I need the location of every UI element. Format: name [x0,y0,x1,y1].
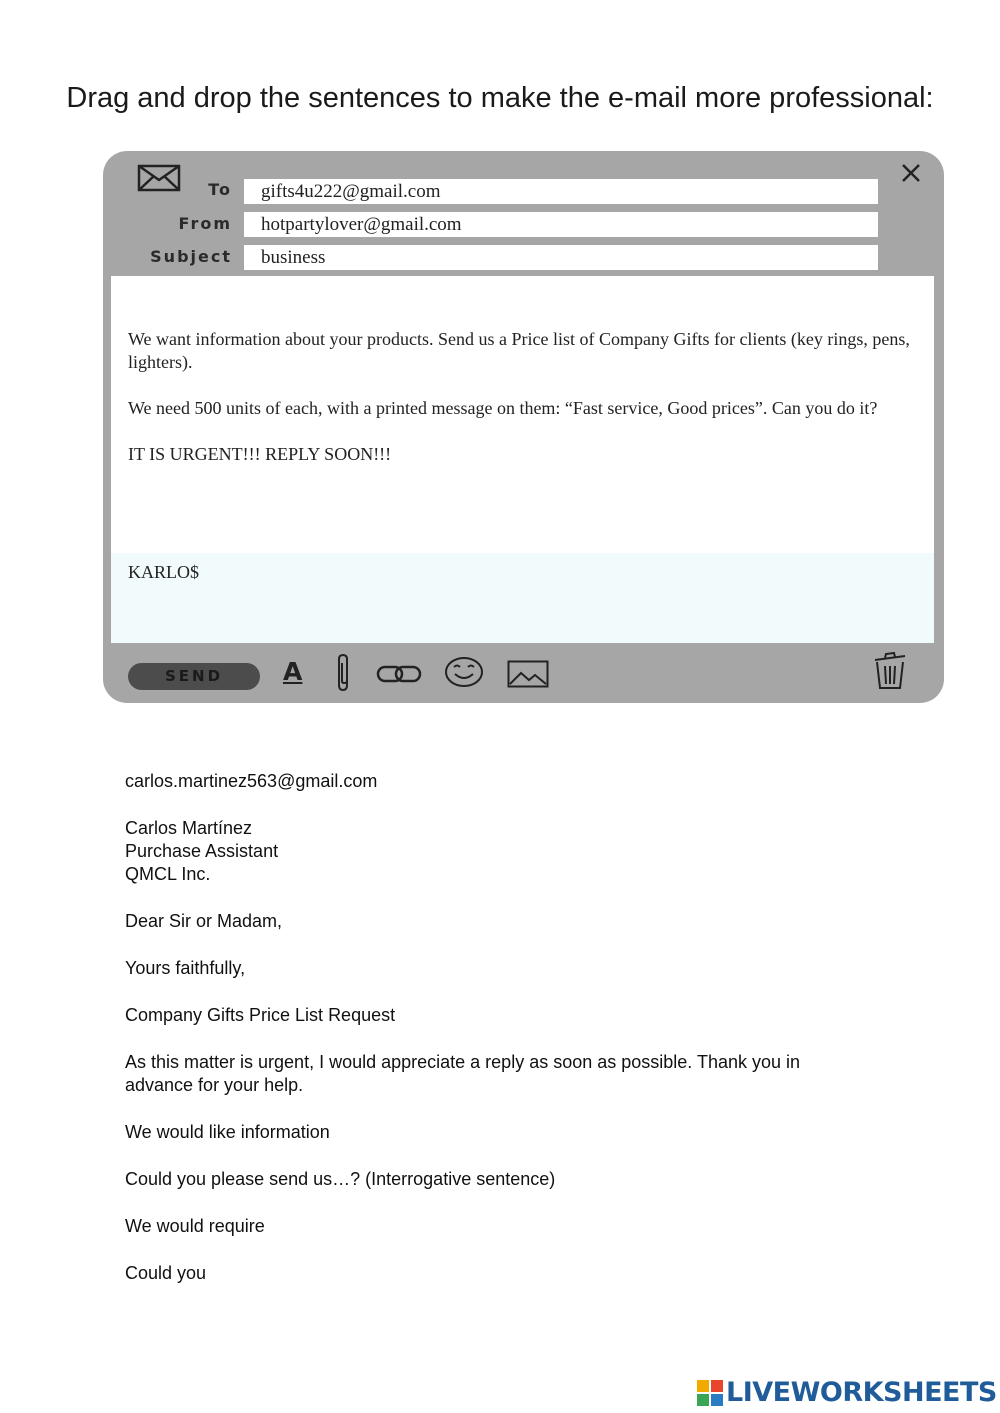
to-label: To [208,180,232,199]
signature-line: Purchase Assistant [125,841,279,861]
option-signature-block[interactable] [125,817,885,886]
send-button[interactable]: SEND [128,663,260,690]
option-urgent[interactable]: As this matter is urgent, I would appreciate a reply as soon as possible. Thank you in advance for your help. [125,1052,801,1095]
option-send-request[interactable]: Could you please send us…? (Interrogative sentence) [125,1169,556,1189]
close-icon[interactable] [900,162,922,184]
liveworksheets-logo-icon [697,1380,723,1406]
image-icon[interactable] [507,660,549,688]
from-label: From [178,214,232,233]
signature-text: KARLO$ [128,562,199,582]
option-greeting[interactable]: Dear Sir or Madam, [125,911,283,931]
trash-icon[interactable] [871,651,909,691]
body-paragraph: We need 500 units of each, with a printed message on them: “Fast service, Good prices”. Can you do it? [128,398,878,418]
draggable-options [125,770,885,1309]
emoji-icon[interactable] [444,656,484,688]
option-email-address[interactable]: carlos.martinez563@gmail.com [125,771,378,791]
signature-area[interactable] [111,553,934,643]
signature-line: Carlos Martínez [125,818,253,838]
brand-text: LIVEWORKSHEETS [726,1377,997,1408]
signature-line: QMCL Inc. [125,864,211,884]
paperclip-icon[interactable] [335,653,353,693]
text-format-icon[interactable]: A [283,657,303,686]
instruction-heading: Drag and drop the sentences to make the e-mail more professional: [66,82,934,114]
link-icon[interactable] [376,663,422,685]
email-window [103,151,944,703]
option-subject[interactable]: Company Gifts Price List Request [125,1005,396,1025]
to-field[interactable]: gifts4u222@gmail.com [244,179,878,204]
from-field[interactable]: hotpartylover@gmail.com [244,212,878,237]
option-require[interactable]: We would require [125,1216,265,1236]
subject-field[interactable]: business [244,245,878,270]
option-closing[interactable]: Yours faithfully, [125,958,246,978]
option-info[interactable]: We would like information [125,1122,330,1142]
option-could-you[interactable]: Could you [125,1263,207,1283]
body-paragraph: IT IS URGENT!!! REPLY SOON!!! [128,444,392,464]
subject-label: Subject [150,247,232,266]
email-body[interactable] [111,276,934,553]
body-paragraph: We want information about your products. Send us a Price list of Company Gifts for clients (key rings, pens, lighters). [128,329,910,372]
